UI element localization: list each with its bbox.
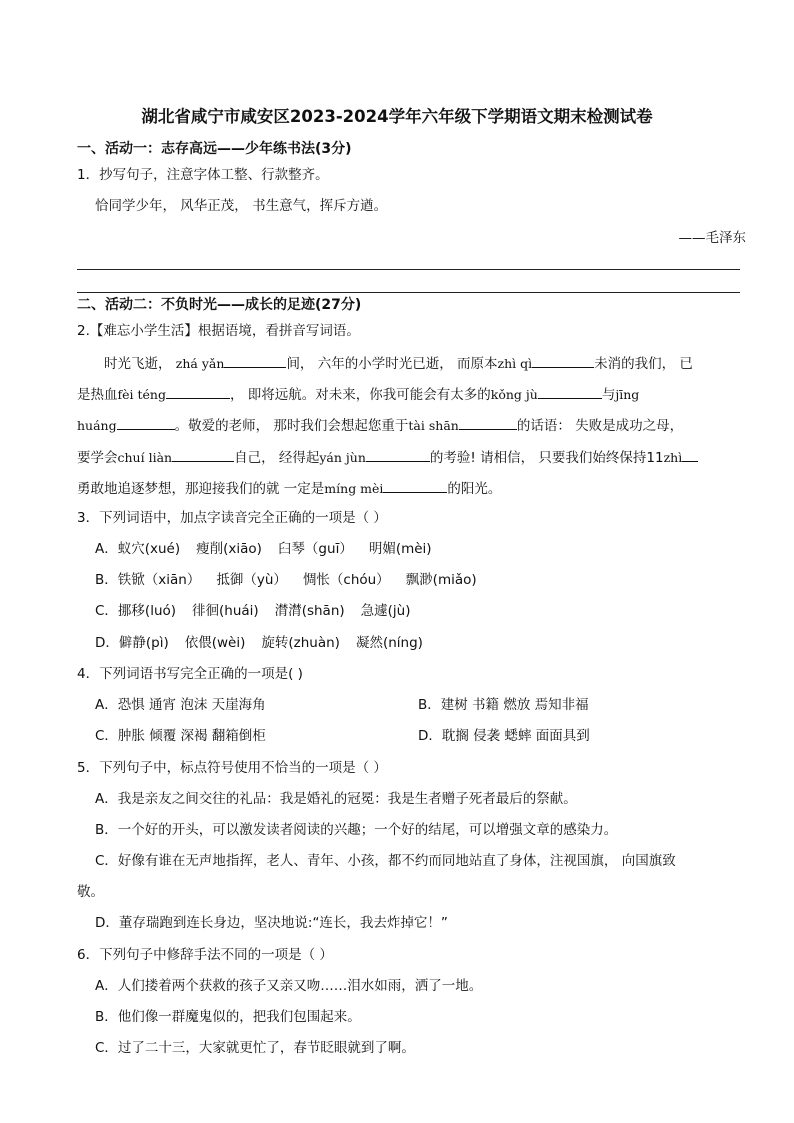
question-3-stem: 3．下列词语中，加点字读音完全正确的一项是（ ） <box>77 510 387 526</box>
answer-blank[interactable] <box>538 384 602 399</box>
question-5-option-c[interactable]: C．好像有谁在无声地指挥，老人、青年、小孩，都不约而同地站直了身体，注视国旗， 向国旗致 <box>95 853 676 869</box>
section-1-heading: 一、活动一：志存高远——少年练书法(3分) <box>77 141 352 157</box>
answer-blank[interactable] <box>459 415 517 430</box>
question-2-stem: 2.【难忘小学生活】根据语境，看拼音写词语。 <box>77 323 360 339</box>
pinyin: yán jùn <box>319 450 366 465</box>
question-2-line-3: huáng 。敬爱的老师， 那时我们会想起您重于tài shān 的话语： 失败是成功之母， <box>77 415 683 435</box>
pinyin: chuí liàn <box>117 450 173 465</box>
pinyin: tài shān <box>408 418 459 433</box>
question-5-option-a[interactable]: A．我是亲友之间交往的礼品：我是婚礼的冠冕：我是生者赠子死者最后的祭献。 <box>95 791 577 807</box>
writing-line-1 <box>77 269 740 270</box>
question-4-option-c[interactable]: C．肿胀 倾覆 深褐 翻箱倒柜 <box>95 728 266 744</box>
answer-blank[interactable] <box>117 415 175 430</box>
answer-blank[interactable] <box>366 447 430 462</box>
question-6-option-a[interactable]: A．人们搂着两个获救的孩子又亲又吻……泪水如雨，洒了一地。 <box>95 978 483 994</box>
question-5-stem: 5．下列句子中，标点符号使用不恰当的一项是（ ） <box>77 760 387 776</box>
question-6-stem: 6．下列句子中修辞手法不同的一项是（ ） <box>77 947 333 963</box>
pinyin: kǒng jù <box>490 387 538 402</box>
pinyin: huáng <box>77 418 117 433</box>
question-3-option-c[interactable]: C．挪移(luó) 徘徊(huái) 潸潸(shān) 急遽(jù) <box>95 603 411 619</box>
question-2-line-1: 时光飞逝， zhá yǎn 间， 六年的小学时光已逝， 而原本zhì qì 未消的我们， 已 <box>104 353 693 373</box>
question-2-line-5: 勇敢地追逐梦想，那迎接我们的就 一定是míng mèi 的阳光。 <box>77 478 501 498</box>
question-6-option-b[interactable]: B．他们像一群魔鬼似的，把我们包围起来。 <box>95 1009 361 1025</box>
answer-blank[interactable] <box>172 447 234 462</box>
question-4-option-d[interactable]: D．耽搁 侵袭 蟋蟀 面面具到 <box>418 728 590 744</box>
answer-blank[interactable] <box>224 353 286 368</box>
question-2-line-4: 要学会chuí liàn 自己， 经得起yán jùn 的考验! 请相信， 只要我们始终保持11zhì <box>77 447 698 467</box>
question-2-line-2: 是热血fèi téng ， 即将远航。对未来，你我可能会有太多的kǒng jù 与jīng <box>77 384 639 404</box>
question-6-option-c[interactable]: C．过了二十三，大家就更忙了，春节眨眼就到了啊。 <box>95 1040 415 1056</box>
question-3-option-d[interactable]: D．僻静(pì) 依偎(wèi) 旋转(zhuàn) 凝然(níng) <box>95 635 423 651</box>
question-4-stem: 4．下列词语书写完全正确的一项是( ) <box>77 666 303 682</box>
pinyin: jīng <box>615 387 640 402</box>
page-title: 湖北省咸宁市咸安区2023-2024学年六年级下学期语文期末检测试卷 <box>141 107 653 126</box>
question-4-option-a[interactable]: A．恐惧 通宵 泡沫 天崖海角 <box>95 697 266 713</box>
pinyin: zhá yǎn <box>175 356 225 371</box>
question-5-option-c-cont: 敬。 <box>77 884 104 900</box>
question-3-option-a[interactable]: A．蚁穴(xué) 瘦削(xiāo) 臼琴（guī） 明媚(mèi) <box>95 541 432 557</box>
question-5-option-d[interactable]: D．董存瑞跑到连长身边，坚决地说:“连长，我去炸掉它！” <box>95 915 448 931</box>
question-1-author: ——毛泽东 <box>678 230 746 246</box>
answer-blank[interactable] <box>532 353 594 368</box>
question-1-stem: 1．抄写句子，注意字体工整、行款整齐。 <box>77 167 329 183</box>
question-3-option-b[interactable]: B．铁锨（xiān） 抵御（yù） 惆怅（chóu） 飘渺(miǎo) <box>95 572 477 588</box>
answer-blank[interactable] <box>166 384 230 399</box>
pinyin: fèi téng <box>117 387 166 402</box>
writing-line-2 <box>77 292 740 293</box>
section-2-heading: 二、活动二：不负时光——成长的足迹(27分) <box>77 297 362 313</box>
answer-blank[interactable] <box>383 478 447 493</box>
question-4-option-b[interactable]: B．建树 书籍 燃放 焉知非福 <box>418 697 589 713</box>
question-1-quote: 恰同学少年， 风华正茂， 书生意气，挥斥方遒。 <box>95 198 388 214</box>
question-5-option-b[interactable]: B．一个好的开头，可以激发读者阅读的兴趣；一个好的结尾，可以增强文章的感染力。 <box>95 822 618 838</box>
pinyin: zhì <box>663 450 683 465</box>
answer-blank[interactable] <box>682 447 698 462</box>
pinyin: zhì qì <box>497 356 533 371</box>
pinyin: míng mèi <box>324 481 384 496</box>
